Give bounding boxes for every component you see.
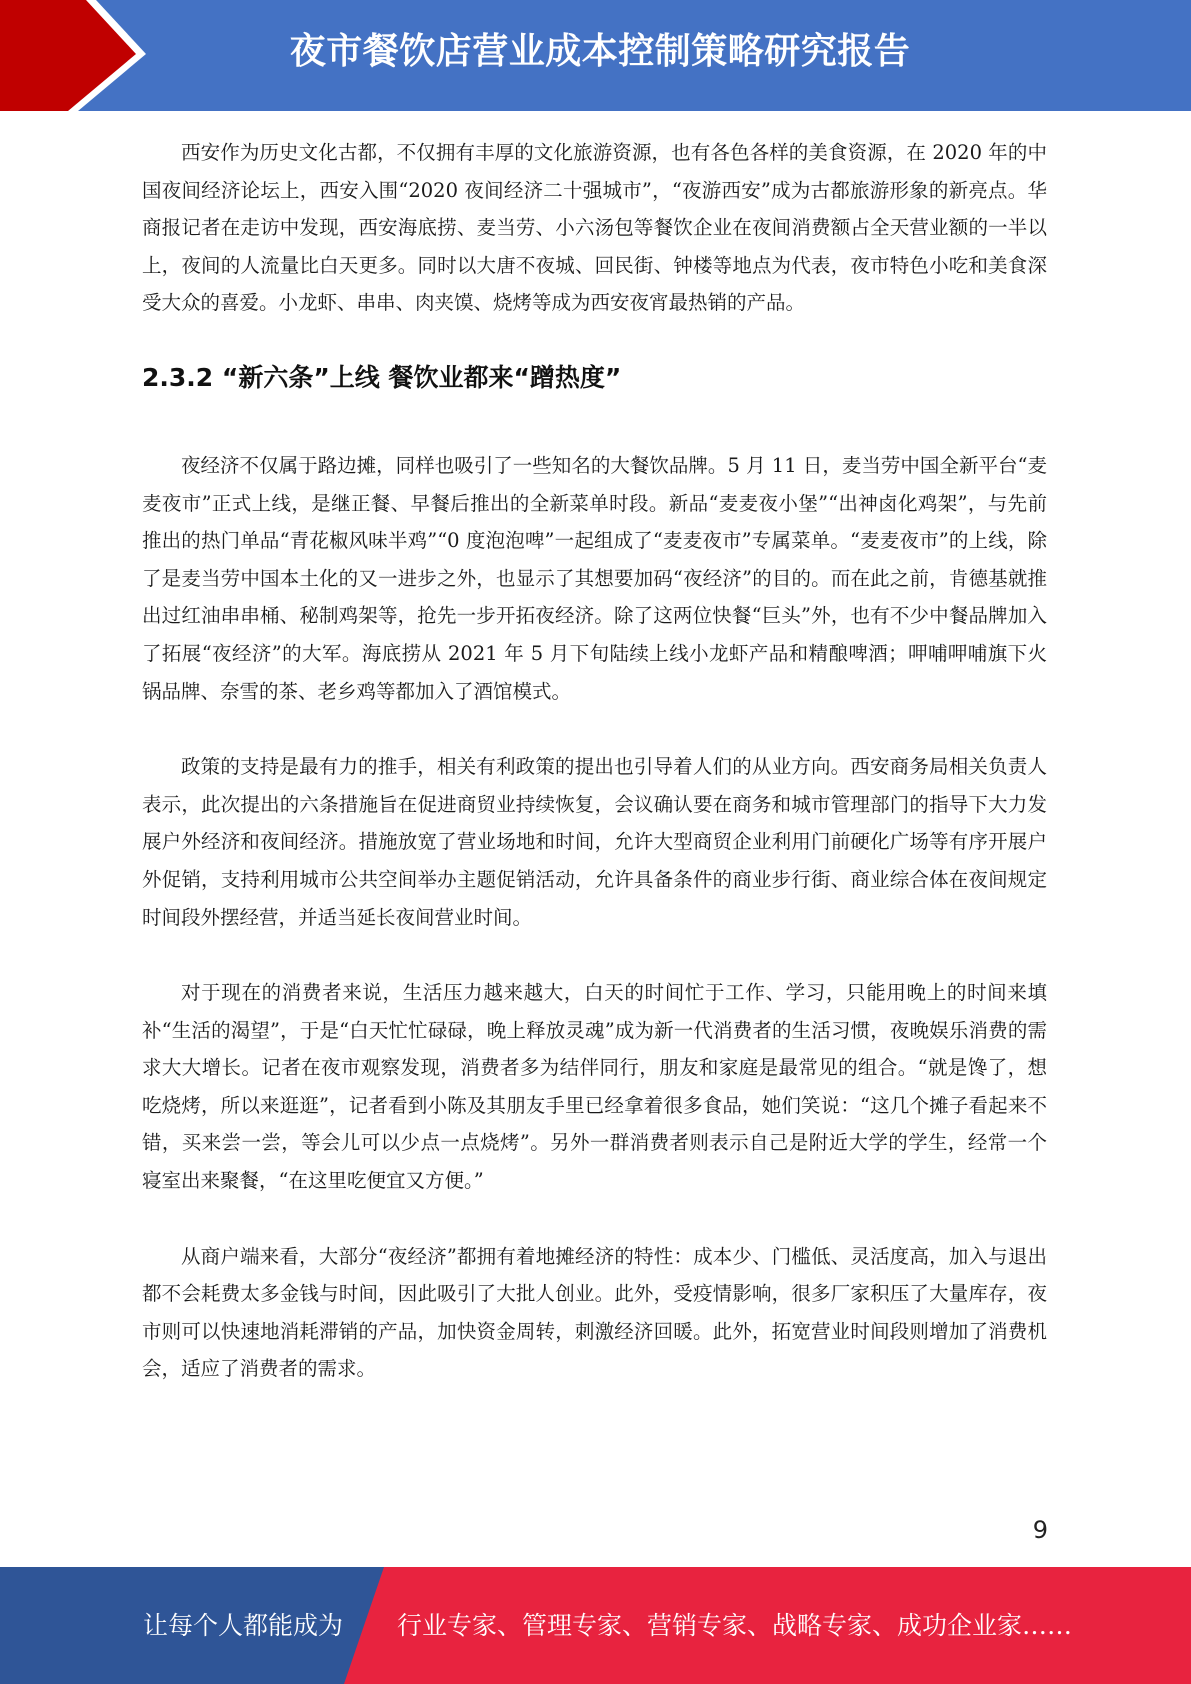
paragraph-brands-night-market: 夜经济不仅属于路边摊，同样也吸引了一些知名的大餐饮品牌。5 月 11 日，麦当劳中国全新平台“麦麦夜市”正式上线，是继正餐、早餐后推出的全新菜单时段。新品“麦麦夜小堡”“出神卤化鸡架”，与先前推出的热门单品“青花椒风味半鸡”“0 度泡泡啤”一起组成了“麦麦夜市”专属菜单。“麦麦夜市”的上线，除了是麦当劳中国本土化的又一进步之外，也显示了其想要加码“夜经济”的目的。而在此之前，肯德基就推出过红油串串桶、秘制鸡架等，抢先一步开拓夜经济。除了这两位快餐“巨头”外，也有不少中餐品牌加入了拓展“夜经济”的大军。海底捞从 2021 年 5 月下旬陆续上线小龙虾产品和精酿啤酒；呷哺呷哺旗下火锅品牌、奈雪的茶、老乡鸡等都加入了酒馆模式。: [142, 453, 1047, 703]
paragraph-xian-night-economy: 西安作为历史文化古都，不仅拥有丰厚的文化旅游资源，也有各色各样的美食资源，在 2020 年的中国夜间经济论坛上，西安入围“2020 夜间经济二十强城市”，“夜游西安”成为古都旅游形象的新亮点。华商报记者在走访中发现，西安海底捞、麦当劳、小六汤包等餐饮企业在夜间消费额占全天营业额的一半以上，夜间的人流量比白天更多。同时以大唐不夜城、回民街、钟楼等地点为代表，夜市特色小吃和美食深受大众的喜爱。小龙虾、串串、肉夹馍、烧烤等成为西安夜宵最热销的产品。: [142, 141, 1047, 315]
page-footer: [0, 1567, 1191, 1684]
paragraph-consumers: 对于现在的消费者来说，生活压力越来越大，白天的时间忙于工作、学习，只能用晚上的时间来填补“生活的渴望”，于是“白天忙忙碌碌，晚上释放灵魂”成为新一代消费者的生活习惯，夜晚娱乐消费的需求大大增长。记者在夜市观察发现，消费者多为结伴同行，朋友和家庭是最常见的组合。“就是馋了，想吃烧烤，所以来逛逛”，记者看到小陈及其朋友手里已经拿着很多食品，她们笑说：“这几个摊子看起来不错，买来尝一尝，等会儿可以少点一点烧烤”。另外一群消费者则表示自己是附近大学的学生，经常一个寝室出来聚餐，“在这里吃便宜又方便。”: [142, 981, 1047, 1193]
header-chevron-decoration: [0, 0, 160, 111]
footer-slogan-right: 行业专家、管理专家、营销专家、战略专家、成功企业家……: [397, 1611, 1073, 1640]
footer-slogan-left: 让每个人都能成为: [143, 1611, 344, 1640]
page-header: [0, 0, 1191, 111]
paragraph-policy-support: 政策的支持是最有力的推手，相关有利政策的提出也引导着人们的从业方向。西安商务局相关负责人表示，此次提出的六条措施旨在促进商贸业持续恢复，会议确认要在商务和城市管理部门的指导下大力发展户外经济和夜间经济。措施放宽了营业场地和时间，允许大型商贸企业利用门前硬化广场等有序开展户外促销，支持利用城市公共空间举办主题促销活动，允许具备条件的商业步行街、商业综合体在夜间规定时间段外摆经营，并适当延长夜间营业时间。: [142, 755, 1047, 929]
paragraph-merchants: 从商户端来看，大部分“夜经济”都拥有着地摊经济的特性：成本少、门槛低、灵活度高，加入与退出都不会耗费太多金钱与时间，因此吸引了大批人创业。此外，受疫情影响，很多厂家积压了大量库存，夜市则可以快速地消耗滞销的产品，加快资金周转，刺激经济回暖。此外，拓宽营业时间段则增加了消费机会，适应了消费者的需求。: [142, 1244, 1047, 1381]
page-number: 9: [1032, 1516, 1048, 1544]
section-heading: 2.3.2 “新六条”上线 餐饮业都来“蹭热度”: [142, 362, 622, 392]
report-title: 夜市餐饮店营业成本控制策略研究报告: [289, 31, 911, 72]
main-content: [142, 134, 1047, 1388]
